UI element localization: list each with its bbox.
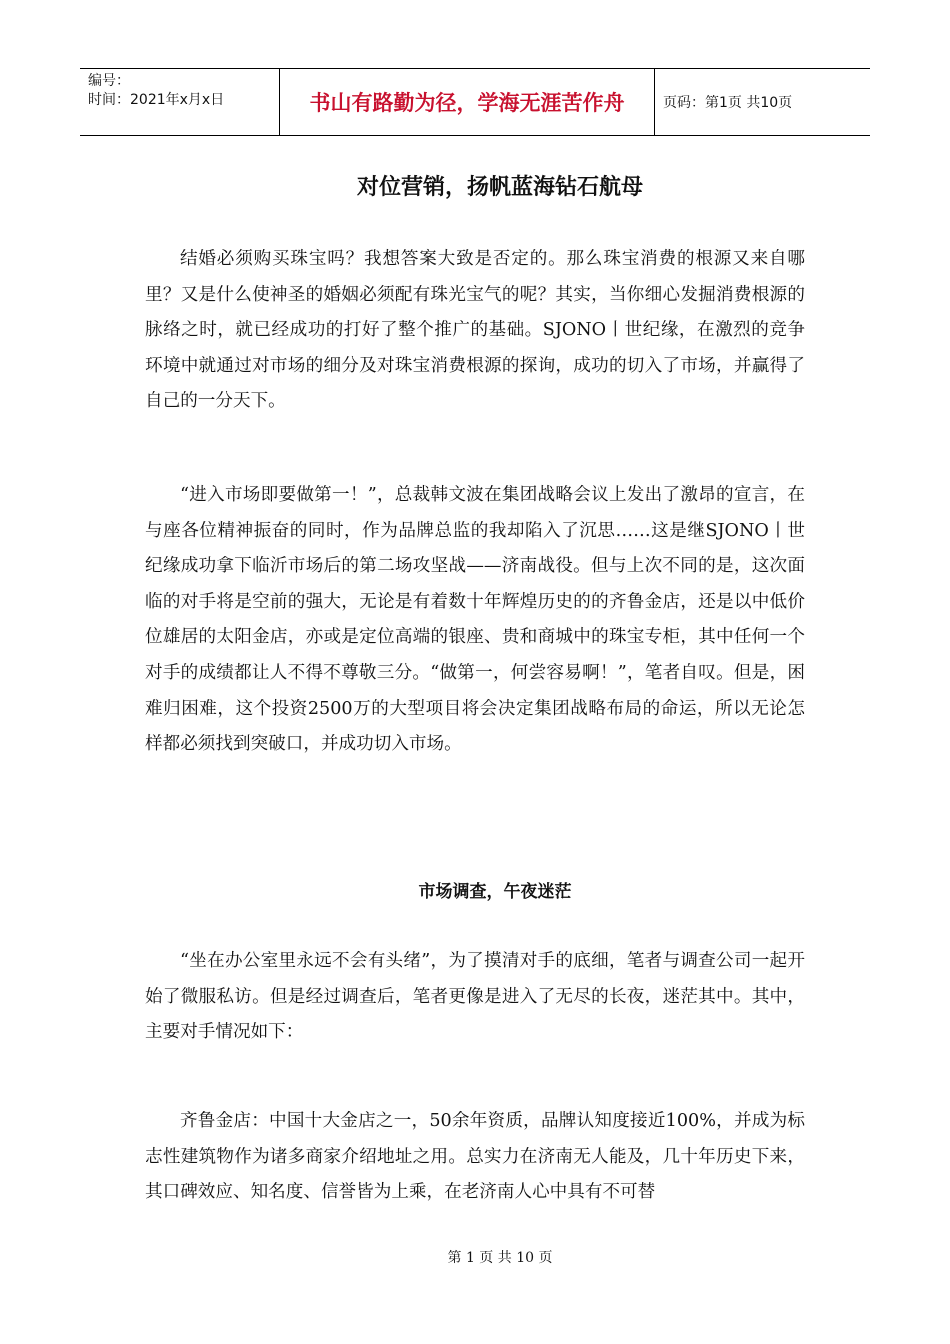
motto-cell <box>280 69 655 135</box>
page-info-text: 页码：第1页 共10页 <box>663 95 793 111</box>
time-label: 时间：2021年x月x日 <box>88 92 225 108</box>
paragraph-survey: “坐在办公室里永远不会有头绪”，为了摸清对手的底细，笔者与调查公司一起开始了微服私访。但是经过调查后，笔者更像是进入了无尽的长夜，迷茫其中。其中，主要对手情况如下： <box>145 951 805 1043</box>
document-title: 对位营销，扬帆蓝海钻石航母 <box>356 174 643 200</box>
motto-text: 书山有路勤为径，学海无涯苦作舟 <box>309 91 625 115</box>
paragraph-intro: 结婚必须购买珠宝吗？我想答案大致是否定的。那么珠宝消费的根源又来自哪里？又是什么使神圣的婚姻必须配有珠光宝气的呢？其实，当你细心发掘消费根源的脉络之时，就已经成功的打好了整个推广的基础。SJONO丨世纪缘，在激烈的竞争环境中就通过对市场的细分及对珠宝消费根源的探询，成功的切入了市场，并赢得了自己的一分天下。 <box>145 249 805 412</box>
number-label: 编号： <box>88 73 130 89</box>
page-footer: 第 1 页 共 10 页 <box>447 1250 553 1266</box>
paragraph-competitor-qilu: 齐鲁金店：中国十大金店之一，50余年资质，品牌认知度接近100%，并成为标志性建筑物作为诸多商家介绍地址之用。总实力在济南无人能及，几十年历史下来，其口碑效应、知名度、信誉皆为上乘，在老济南人心中具有不可替 <box>145 1111 805 1203</box>
paragraph-strategy: “进入市场即要做第一！”，总裁韩文波在集团战略会议上发出了激昂的宣言，在与座各位精神振奋的同时，作为品牌总监的我却陷入了沉思……这是继SJONO丨世纪缘成功拿下临沂市场后的第二场攻坚战——济南战役。但与上次不同的是，这次面临的对手将是空前的强大，无论是有着数十年辉煌历史的的齐鲁金店，还是以中低价位雄居的太阳金店，亦或是定位高端的银座、贵和商城中的珠宝专柜，其中任何一个对手的成绩都让人不得不尊敬三分。“做第一，何尝容易啊！”，笔者自叹。但是，困难归困难，这个投资2500万的大型项目将会决定集团战略布局的命运，所以无论怎样都必须找到突破口，并成功切入市场。 <box>145 485 805 755</box>
section-heading: 市场调查，午夜迷茫 <box>418 882 572 902</box>
header-table <box>80 68 870 136</box>
header-meta-cell <box>80 69 280 135</box>
page-info-cell <box>655 69 870 135</box>
